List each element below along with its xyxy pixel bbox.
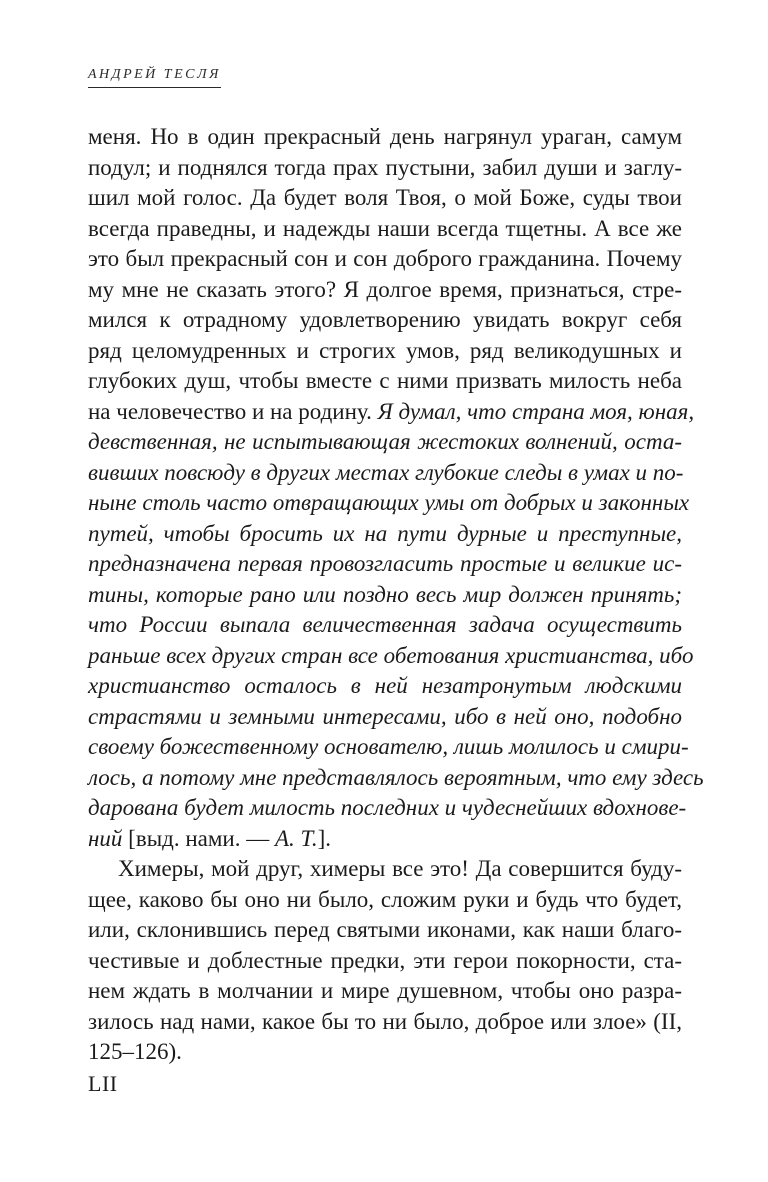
text-line: зилось над нами, какое бы то ни было, доброе или злое» (II, bbox=[88, 1008, 682, 1034]
body-text bbox=[88, 122, 704, 1068]
text-line: честивые и доблестные предки, эти герои покорности, ста- bbox=[88, 947, 682, 973]
text-line: нем ждать в молчании и мире душевном, чтобы оно разра- bbox=[88, 978, 682, 1003]
italic-line: дарована будет милость последних и чудеснейших вдохнове- bbox=[88, 795, 687, 820]
italic-line: христианство осталось в ней незатронутым людскими bbox=[88, 673, 682, 698]
italic-line: девственная, не испытывающая жестоких волнений, оста- bbox=[88, 429, 682, 454]
text-line: подул; и поднялся тогда прах пустыни, забил души и заглу- bbox=[88, 154, 682, 180]
italic-line: что России выпала величественная задача осуществить bbox=[88, 612, 682, 637]
text-line: всегда праведны, и надежды наши всегда тщетны. А все же bbox=[88, 215, 682, 241]
roman-run: ]. bbox=[317, 825, 332, 851]
italic-line: путей, чтобы бросить их на пути дурные и преступные, bbox=[88, 520, 682, 546]
paragraph-first-line: Химеры, мой друг, химеры все это! Да совершится буду- bbox=[118, 856, 682, 881]
text-line: ряд целомудренных и строгих умов, ряд великодушных и bbox=[88, 337, 682, 363]
text-line: 125–126). bbox=[88, 1039, 182, 1064]
text-line: глубоких душ, чтобы вместе с ними призвать милость неба bbox=[88, 368, 682, 393]
italic-line: ныне столь часто отвращающих умы от добрых и законных bbox=[88, 490, 690, 515]
page-number: LII bbox=[88, 1071, 118, 1096]
roman-run: на человечество и на родину. bbox=[88, 398, 378, 424]
italic-run: А. Т. bbox=[274, 825, 318, 851]
italic-line: раньше всех других стран все обетования христианства, ибо bbox=[88, 642, 694, 668]
text-line bbox=[88, 824, 682, 855]
italic-line: предназначена первая провозгласить простые и великие ис- bbox=[88, 551, 682, 576]
roman-run: [выд. нами. — bbox=[122, 825, 275, 851]
text-line: щее, каково бы оно ни было, сложим руки и будь что будет, bbox=[88, 886, 682, 912]
running-head: АНДРЕЙ ТЕСЛЯ bbox=[88, 67, 221, 88]
italic-run: ний bbox=[88, 825, 123, 851]
italic-line: лось, а потому мне представлялось вероятным, что ему здесь bbox=[88, 764, 704, 790]
italic-line: страстями и земными интересами, ибо в ней оно, подобно bbox=[88, 703, 682, 729]
italic-line: тины, которые рано или поздно весь мир должен принять; bbox=[88, 581, 682, 607]
italic-line: своему божественному основателю, лишь молилось и смири- bbox=[88, 734, 689, 759]
text-line: или, склонившись перед святыми иконами, как наши благо- bbox=[88, 917, 682, 942]
italic-run: Я думал, что страна моя, юная, bbox=[377, 398, 695, 424]
text-line: мился к отрадному удовлетворению увидать вокруг себя bbox=[88, 307, 682, 332]
text-line: му мне не сказать этого? Я долгое время, признаться, стре- bbox=[88, 276, 682, 302]
italic-line: вивших повсюду в других местах глубокие следы в умах и по- bbox=[88, 459, 684, 485]
text-line: шил мой голос. Да будет воля Твоя, о мой Боже, суды твои bbox=[88, 185, 682, 210]
text-line: меня. Но в один прекрасный день нагрянул ураган, самум bbox=[88, 124, 682, 149]
text-line bbox=[88, 397, 695, 428]
text-line: это был прекрасный сон и сон доброго гражданина. Почему bbox=[88, 246, 682, 271]
